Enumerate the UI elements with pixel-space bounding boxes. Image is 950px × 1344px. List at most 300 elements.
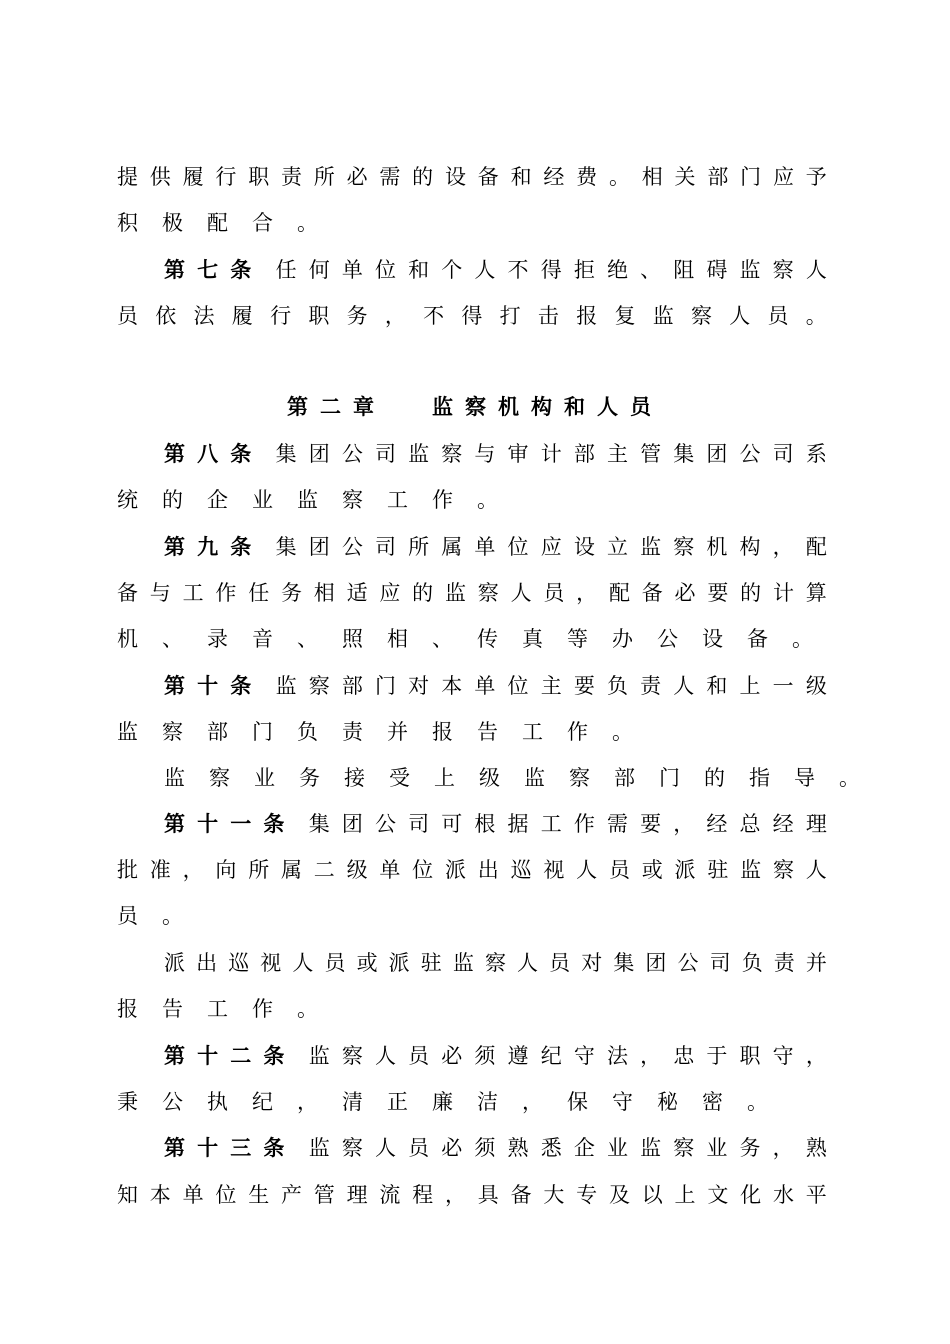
char: 监: [452, 951, 474, 975]
char: 、: [640, 258, 662, 282]
char: 人: [517, 951, 539, 975]
char: 。: [747, 1090, 768, 1114]
char: 工: [522, 720, 543, 744]
char: 单: [474, 535, 496, 559]
char: 司: [374, 442, 396, 466]
char: 公: [657, 627, 678, 651]
char: 部: [341, 674, 363, 698]
char: 负: [606, 674, 628, 698]
char: 派: [444, 858, 466, 882]
char: 经: [706, 812, 728, 836]
char: 需: [379, 165, 401, 189]
char: 上: [434, 766, 455, 790]
char: 员: [767, 304, 789, 328]
char: 配: [805, 535, 827, 559]
char: 员: [549, 951, 571, 975]
char: 复: [614, 304, 636, 328]
char: 准: [149, 858, 171, 882]
char: 察: [341, 1136, 363, 1160]
char: 级: [805, 674, 827, 698]
char: 察: [477, 581, 499, 605]
char: 法: [193, 304, 215, 328]
char: 条: [230, 441, 252, 466]
char: 条: [263, 811, 285, 836]
char: 驻: [420, 951, 442, 975]
char: 任: [248, 581, 270, 605]
char: 监: [308, 1136, 330, 1160]
char: 本: [149, 1183, 171, 1207]
char: 十: [197, 811, 219, 836]
char: ，: [805, 1044, 827, 1068]
char: 一: [230, 811, 252, 836]
text-line: [117, 164, 827, 190]
char: 单: [182, 1183, 204, 1207]
char: 部: [207, 720, 228, 744]
char: 人: [729, 304, 751, 328]
char: 报: [117, 997, 138, 1021]
text-line: [117, 580, 827, 606]
char: 告: [477, 720, 498, 744]
char: 办: [612, 627, 633, 651]
char: 工: [540, 812, 562, 836]
char: 务: [346, 304, 368, 328]
char: 向: [215, 858, 237, 882]
char: 照: [342, 627, 363, 651]
char: 阻: [673, 258, 695, 282]
char: 监: [640, 535, 662, 559]
char: 拒: [573, 258, 595, 282]
char: 备: [117, 581, 138, 605]
text-line: [164, 950, 827, 976]
char: 配: [207, 211, 228, 235]
char: 依: [155, 304, 177, 328]
char: 需: [606, 812, 628, 836]
char: 察: [341, 1044, 363, 1068]
char: 、: [297, 627, 318, 651]
text-line: [117, 996, 827, 1022]
char: ，: [297, 1090, 318, 1114]
char: 及: [608, 1183, 630, 1207]
char: 必: [346, 165, 368, 189]
char: 守: [573, 1044, 595, 1068]
char: 报: [432, 720, 453, 744]
char: 第: [164, 1135, 185, 1160]
char: 团: [706, 442, 728, 466]
char: 集: [275, 535, 297, 559]
char: 务: [299, 766, 320, 790]
char: 遵: [507, 1044, 529, 1068]
text-line: [117, 719, 827, 745]
char: 司: [374, 535, 396, 559]
char: ，: [444, 1183, 466, 1207]
char: 业: [606, 1136, 628, 1160]
char: 工: [207, 997, 228, 1021]
char: 监: [408, 442, 430, 466]
char: 录: [207, 627, 228, 651]
char: 监: [275, 674, 297, 698]
char: 视: [543, 858, 565, 882]
char: 予: [805, 165, 827, 189]
char: 第: [164, 534, 185, 559]
char: 级: [479, 766, 500, 790]
char: 条: [263, 1135, 285, 1160]
char: 企: [207, 488, 228, 512]
char: 。: [608, 165, 630, 189]
char: 职: [739, 1044, 761, 1068]
char: 费: [576, 165, 598, 189]
char: 或: [641, 858, 663, 882]
char: 必: [441, 1136, 463, 1160]
char: 监: [297, 488, 318, 512]
char: 。: [162, 904, 183, 928]
char: 门: [659, 766, 680, 790]
text-line: [117, 1182, 827, 1208]
char: 报: [576, 304, 598, 328]
char: 门: [252, 720, 273, 744]
char: 构: [739, 535, 761, 559]
char: 员: [543, 581, 565, 605]
char: 得: [461, 304, 483, 328]
char: 击: [537, 304, 559, 328]
char: 部: [573, 442, 595, 466]
char: 三: [230, 1135, 252, 1160]
char: 所: [408, 535, 430, 559]
char: 监: [652, 304, 674, 328]
char: 审: [507, 442, 529, 466]
char: 察: [673, 1136, 695, 1160]
char: 第: [164, 811, 185, 836]
char: 备: [747, 627, 768, 651]
char: 秘: [657, 1090, 678, 1114]
char: 责: [280, 165, 302, 189]
char: 行: [215, 165, 237, 189]
char: 接: [344, 766, 365, 790]
char: 属: [441, 535, 463, 559]
char: 监: [739, 258, 761, 282]
char: 设: [444, 165, 466, 189]
char: 绝: [606, 258, 628, 282]
char: 经: [543, 165, 565, 189]
char: 得: [540, 258, 562, 282]
char: ，: [673, 812, 695, 836]
char: 第: [164, 257, 185, 282]
char: 十: [197, 673, 219, 698]
char: 十: [197, 1135, 219, 1160]
char: 监: [740, 858, 762, 882]
char: ，: [772, 535, 794, 559]
char: 位: [507, 674, 529, 698]
char: 察: [673, 535, 695, 559]
char: 人: [805, 858, 827, 882]
char: 产: [280, 1183, 302, 1207]
char: 统: [117, 488, 138, 512]
char: ，: [384, 304, 406, 328]
char: 真: [522, 627, 543, 651]
char: 与: [474, 442, 496, 466]
char: 团: [308, 535, 330, 559]
char: 公: [341, 535, 363, 559]
char: 告: [162, 997, 183, 1021]
char: 单: [341, 258, 363, 282]
text-line: [117, 1089, 827, 1115]
char: 一: [772, 674, 794, 698]
char: 熟: [507, 1136, 529, 1160]
char: 监: [444, 581, 466, 605]
char: 供: [149, 165, 171, 189]
char: 机: [706, 535, 728, 559]
char: 相: [387, 627, 408, 651]
char: 察: [308, 674, 330, 698]
char: 以: [641, 1183, 663, 1207]
char: 设: [573, 535, 595, 559]
char: 。: [805, 304, 827, 328]
char: 条: [230, 673, 252, 698]
char: 要: [573, 674, 595, 698]
char: 经: [772, 812, 794, 836]
char: 人: [510, 581, 532, 605]
char: 纪: [540, 1044, 562, 1068]
char: 司: [709, 951, 731, 975]
char: 守: [612, 1090, 633, 1114]
char: 人: [374, 1136, 396, 1160]
char: 备: [641, 581, 663, 605]
char: 具: [477, 1183, 499, 1207]
char: 本: [441, 674, 463, 698]
char: 生: [248, 1183, 270, 1207]
char: 可: [441, 812, 463, 836]
char: 密: [702, 1090, 723, 1114]
char: 的: [162, 488, 183, 512]
char: 悉: [540, 1136, 562, 1160]
char: 二: [313, 858, 335, 882]
char: 条: [230, 257, 252, 282]
char: 派: [164, 951, 185, 975]
text-line: [117, 487, 827, 513]
char: 所: [313, 165, 335, 189]
char: 设: [702, 627, 723, 651]
char: 理: [805, 812, 827, 836]
char: ，: [576, 581, 598, 605]
char: 相: [641, 165, 663, 189]
char: 七: [197, 257, 219, 282]
char: 第: [164, 441, 185, 466]
char: 不: [423, 304, 445, 328]
char: 履: [182, 165, 204, 189]
char: 管: [313, 1183, 335, 1207]
char: 团: [341, 812, 363, 836]
char: 司: [772, 442, 794, 466]
char: 传: [477, 627, 498, 651]
char: 人: [374, 1044, 396, 1068]
text-line: [117, 210, 827, 236]
char: 负: [297, 720, 318, 744]
char: 责: [640, 674, 662, 698]
char: 。: [297, 997, 318, 1021]
char: 打: [499, 304, 521, 328]
char: 单: [474, 674, 496, 698]
char: 积: [117, 211, 138, 235]
char: 熟: [805, 1136, 827, 1160]
char: 业: [706, 1136, 728, 1160]
char: 何: [308, 258, 330, 282]
char: 务: [280, 581, 302, 605]
char: 作: [252, 997, 273, 1021]
char: 、: [432, 627, 453, 651]
char: 职: [248, 165, 270, 189]
article-12: [164, 1043, 827, 1069]
char: 提: [117, 165, 138, 189]
char: 执: [207, 1090, 228, 1114]
char: 门: [374, 674, 396, 698]
char: 位: [412, 858, 434, 882]
chapter-title: 监察机构和人员: [432, 394, 663, 419]
char: 系: [805, 442, 827, 466]
char: 个: [441, 258, 463, 282]
char: 门: [740, 165, 762, 189]
char: 级: [346, 858, 368, 882]
char: 位: [374, 258, 396, 282]
article-11: [164, 811, 827, 837]
char: 业: [252, 488, 273, 512]
char: 察: [772, 858, 794, 882]
char: 职: [308, 304, 330, 328]
article-7: [164, 257, 827, 283]
char: 监: [524, 766, 545, 790]
char: 机: [117, 627, 138, 651]
char: 于: [706, 1044, 728, 1068]
char: ，: [522, 1090, 543, 1114]
char: 公: [677, 951, 699, 975]
char: 上: [739, 674, 761, 698]
char: 和: [706, 674, 728, 698]
char: 视: [260, 951, 282, 975]
char: 作: [573, 812, 595, 836]
char: 出: [196, 951, 218, 975]
char: 适: [346, 581, 368, 605]
char: 员: [408, 1136, 430, 1160]
text-line: [164, 765, 860, 791]
char: 公: [341, 442, 363, 466]
char: 的: [740, 581, 762, 605]
char: 员: [324, 951, 346, 975]
char: 必: [441, 1044, 463, 1068]
text-line: [117, 903, 827, 929]
char: 察: [441, 442, 463, 466]
char: 条: [263, 1043, 285, 1068]
char: 察: [772, 258, 794, 282]
char: 公: [162, 1090, 183, 1114]
char: 十: [197, 1043, 219, 1068]
char: 音: [252, 627, 273, 651]
char: 水: [772, 1183, 794, 1207]
char: 责: [773, 951, 795, 975]
char: 位: [507, 535, 529, 559]
char: 部: [614, 766, 635, 790]
char: 对: [581, 951, 603, 975]
char: 指: [749, 766, 770, 790]
char: 司: [408, 812, 430, 836]
char: 。: [839, 766, 860, 790]
char: 员: [408, 1044, 430, 1068]
char: 管: [640, 442, 662, 466]
char: 工: [182, 581, 204, 605]
char: 纪: [252, 1090, 273, 1114]
char: 。: [792, 627, 813, 651]
char: 要: [640, 812, 662, 836]
char: 计: [540, 442, 562, 466]
char: ，: [640, 1044, 662, 1068]
char: 驻: [707, 858, 729, 882]
char: 监: [640, 1136, 662, 1160]
char: 团: [308, 442, 330, 466]
char: 公: [374, 812, 396, 836]
char: 秉: [117, 1090, 138, 1114]
char: 保: [567, 1090, 588, 1114]
char: 八: [197, 441, 219, 466]
char: 知: [117, 1183, 138, 1207]
char: 第: [164, 1043, 185, 1068]
char: 根: [474, 812, 496, 836]
char: 和: [510, 165, 532, 189]
char: 忠: [673, 1044, 695, 1068]
char: 务: [739, 1136, 761, 1160]
char: 应: [379, 581, 401, 605]
char: 监: [164, 766, 185, 790]
char: 据: [507, 812, 529, 836]
char: 备: [477, 165, 499, 189]
char: 位: [215, 1183, 237, 1207]
text-line: [117, 303, 827, 329]
char: 主: [540, 674, 562, 698]
char: 员: [117, 904, 138, 928]
char: 行: [270, 304, 292, 328]
char: 备: [510, 1183, 532, 1207]
char: 要: [707, 581, 729, 605]
char: 察: [690, 304, 712, 328]
char: 单: [379, 858, 401, 882]
char: 碍: [706, 258, 728, 282]
char: 对: [408, 674, 430, 698]
char: 负: [741, 951, 763, 975]
article-9: [164, 534, 827, 560]
char: 应: [772, 165, 794, 189]
char: 。: [612, 720, 633, 744]
char: 作: [215, 581, 237, 605]
chapter-heading: [0, 394, 950, 420]
char: 人: [474, 258, 496, 282]
char: 应: [540, 535, 562, 559]
char: 。: [477, 488, 498, 512]
char: 巡: [510, 858, 532, 882]
char: 作: [567, 720, 588, 744]
char: 企: [573, 1136, 595, 1160]
char: 极: [162, 211, 183, 235]
char: 业: [254, 766, 275, 790]
char: 履: [231, 304, 253, 328]
char: 计: [772, 581, 794, 605]
char: 法: [606, 1044, 628, 1068]
char: 理: [346, 1183, 368, 1207]
char: ，: [772, 1136, 794, 1160]
char: 属: [280, 858, 302, 882]
char: 人: [673, 674, 695, 698]
char: 二: [230, 1043, 252, 1068]
text-line: [117, 626, 827, 652]
char: 廉: [432, 1090, 453, 1114]
char: 集: [673, 442, 695, 466]
char: 批: [117, 858, 138, 882]
char: 出: [477, 858, 499, 882]
